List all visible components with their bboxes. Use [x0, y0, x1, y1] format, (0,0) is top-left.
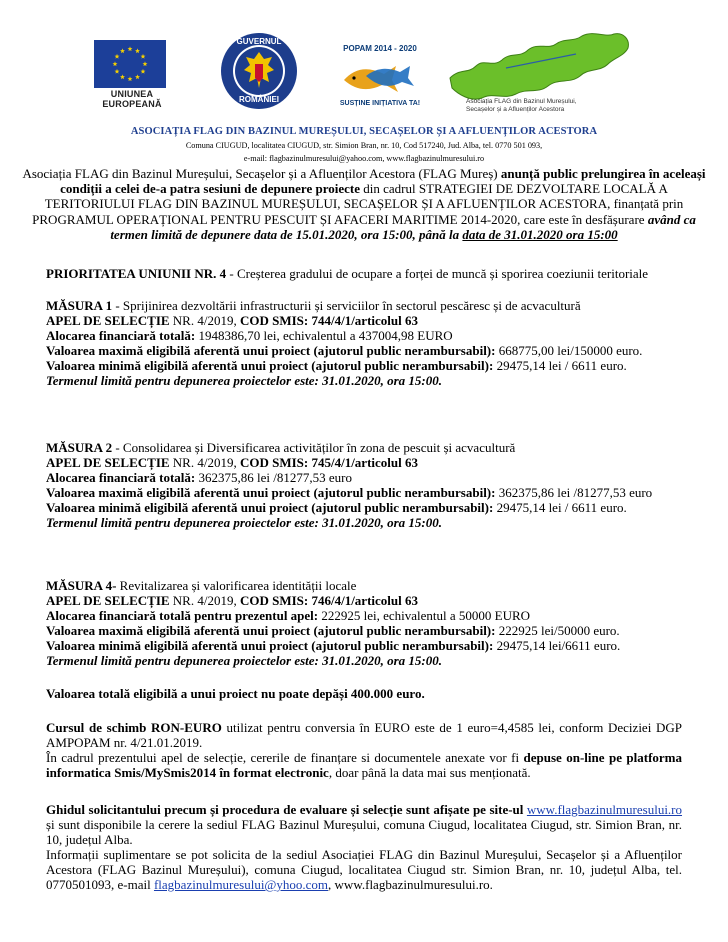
organization-contact: e-mail: flagbazinulmuresului@yahoo.com, www.flagbazinulmuresului.ro [243, 154, 485, 163]
gov-top-text: GUVERNUL [236, 37, 282, 46]
intro-paragraph: Asociația FLAG din Bazinul Mureșului, Secașelor și a Afluenților Acestora (FLAG Mureș) anunță public prelungirea în aceleași condiții a celei de-a patra sesiuni de depunere proiecte din cadrul STRATEGIEI DE DEZVOLTARE LOCALĂ A TERITORIULUI FLAG DIN BAZINUL MUREȘULUI, SECAȘELOR ȘI A AFLUENȚILOR ACESTORA, finanțată prin PROGRAMUL OPERAȚIONAL PENTRU PESCUIT ȘI AFACERI MARITIME 2014-2020, care este în desfășurare având ca termen limită de depunere data de 15.01.2020, ora 15:00, până la data de 31.01.2020 ora 15:00 [22, 166, 706, 242]
website-link[interactable]: www.flagbazinulmuresului.ro [526, 802, 683, 817]
popam-slogan: SUSȚINE INIȚIATIVA TA! [339, 100, 421, 107]
flag-caption-line-1: Asociația FLAG din Bazinul Mureșului, [466, 98, 577, 105]
total-value-line: Valoarea totală eligibilă a unui proiect nu poate depăși 400.000 euro. [46, 686, 425, 701]
flag-caption-line-2: Secașelor și a Afluenților Acestora [466, 105, 565, 113]
eu-flag-icon [94, 40, 166, 88]
email-link[interactable]: flagbazinulmuresului@yhoo.com [153, 877, 329, 892]
measure-2-block: MĂSURA 2 - Consolidarea și Diversificarea activităților în zona de pescuit și acvacultură APEL DE SELECȚIE NR. 4/2019, COD SMIS: 745/4/1/articolul 63 Alocarea financiară totală: 362375,86 lei /81277,53 euro Valoarea maximă eligibilă aferentă unui proiect (ajutorul public nerambursabil): 362375,86 lei /81277,53 euro Valoarea minimă eligibilă aferentă unui proiect (ajutorul public nerambursabil): 29475,14 lei / 6611 euro. Termenul limită pentru depunerea proiectelor este: 31.01.2020, ora 15:00. [46, 440, 653, 530]
organization-title: ASOCIAȚIA FLAG DIN BAZINUL MUREȘULUI, SECAȘELOR ȘI A AFLUENȚILOR ACESTORA [130, 126, 598, 137]
logo-bar [0, 0, 728, 122]
region-map-icon [446, 28, 632, 104]
popam-title: POPAM 2014 - 2020 [343, 44, 417, 53]
measure-4-block: MĂSURA 4- Revitalizarea și valorificarea identității locale APEL DE SELECȚIE NR. 4/2019, COD SMIS: 746/4/1/articolul 63 Alocarea financiară totală pentru prezentul apel: 222925 lei, echivalentul a 50000 EURO Valoarea maximă eligibilă aferentă unui proiect (ajutorul public nerambursabil): 222925 lei/50000 euro. Valoarea minimă eligibilă aferentă unui proiect (ajutorul public nerambursabil): 29475,14 lei/6611 euro. Termenul limită pentru depunerea proiectelor este: 31.01.2020, ora 15:00. [46, 578, 621, 668]
exchange-rate-block: Cursul de schimb RON-EURO utilizat pentru conversia în EURO este de 1 euro=4,4585 lei, conform Deciziei DGP AMPOPAM nr. 4/21.01.2019. În cadrul prezentului apel de selecție, cererile de finanțare si documentele anexate vor fi depuse on-line pe platforma informatica Smis/MySmis2014 în format electronic, doar până la data mai sus menționată. [46, 720, 682, 780]
popam-logo [330, 44, 430, 110]
flag-map-caption [466, 98, 616, 113]
priority-line: PRIORITATEA UNIUNII NR. 4 - Creșterea gradului de ocupare a forței de muncă și sporirea coeziunii teritoriale [46, 266, 649, 281]
measure-1-block: MĂSURA 1 - Sprijinirea dezvoltării infrastructurii și serviciilor în sectorul pescăresc și de acvacultură APEL DE SELECȚIE NR. 4/2019, COD SMIS: 744/4/1/articolul 63 Alocarea financiară totală: 1948386,70 lei, echivalentul a 437004,98 EURO Valoarea maximă eligibilă aferentă unui proiect (ajutorul public nerambursabil): 668775,00 lei/150000 euro. Valoarea minimă eligibilă aferentă unui proiect (ajutorul public nerambursabil): 29475,14 lei / 6611 euro. Termenul limită pentru depunerea proiectelor este: 31.01.2020, ora 15:00. [46, 298, 643, 388]
organization-address: Comuna CIUGUD, localitatea CIUGUD, str. Simion Bran, nr. 10, Cod 517240, Jud. Alba, tel. 0770 501 093, [185, 141, 543, 150]
fish-icon [340, 54, 420, 98]
guide-block: Ghidul solicitantului precum și procedura de evaluare și selecție sunt afișate pe site-ul www.flagbazinulmuresului.ro și sunt disponibile la cerere la sediul FLAG Bazinul Mureșului, comuna Ciugud, localitatea Ciugud, str. Simion Bran, nr. 10, județul Alba. Informații suplimentare se pot solicita de la sediul Asociației FLAG din Bazinul Mureșului, Secașelor și a Afluenților Acestora (FLAG Bazinul Mureșului), comuna Ciugud, localitatea Ciugud str. Simion Bran, nr. 10, județul Alba, tel. 0770501093, e-mail flagbazinulmuresului@yhoo.com, www.flagbazinulmuresului.ro. [46, 802, 683, 892]
gov-bottom-text: ROMÂNIEI [239, 95, 279, 104]
eu-caption: UNIUNEA EUROPEANĂ [102, 89, 162, 109]
